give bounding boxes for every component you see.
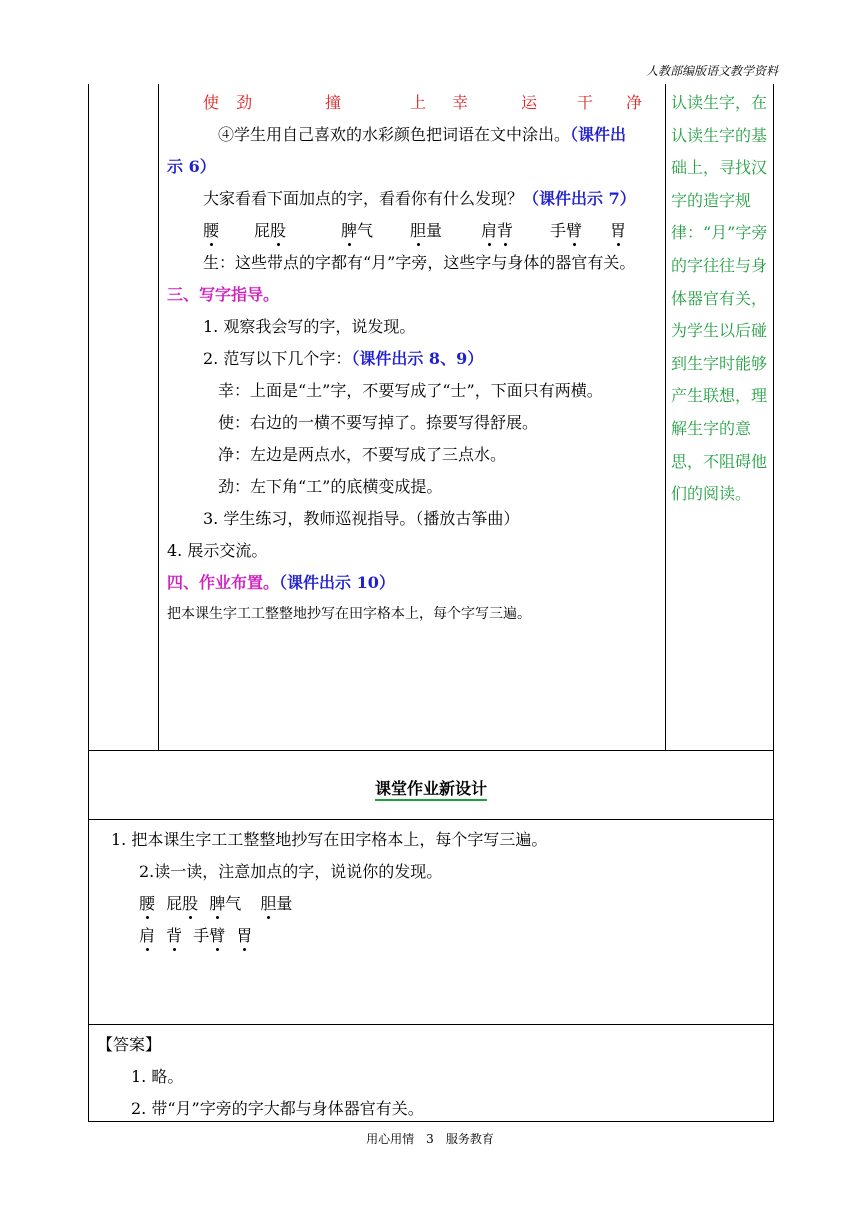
dotted-word: 胃: [610, 221, 627, 240]
list-item: 劲：左下角“工”的底横变成提。: [218, 477, 443, 496]
courseware-ref: 示 6）: [167, 157, 216, 176]
section-title: 课堂作业新设计: [88, 776, 774, 799]
list-item: 4. 展示交流。: [167, 541, 268, 560]
word-row: 腰 屁股 脾气 胆量: [139, 894, 293, 913]
table-border: [773, 84, 774, 1122]
table-border: [665, 84, 666, 751]
vocab-word: 干 净: [577, 93, 657, 112]
dotted-word: 胆量: [410, 221, 443, 240]
word-row: 肩 背 手臂 胃: [139, 926, 253, 945]
answer-item: 1. 略。: [131, 1067, 184, 1086]
section-heading: 四、作业布置。（课件出示 10）: [167, 573, 395, 592]
list-item: 1. 观察我会写的字，说发现。: [203, 317, 416, 336]
dotted-word: 肩背: [481, 221, 514, 240]
table-border: [88, 819, 774, 820]
page-footer: 用心用情 3 服务教育: [366, 1132, 494, 1146]
table-border: [88, 84, 89, 1122]
question: 1. 把本课生字工工整整地抄写在田字格本上，每个字写三遍。: [111, 830, 548, 849]
student-answer: 生：这些带点的字都有“月”字旁，这些字与身体的器官有关。: [203, 253, 636, 272]
answer-item: 2. 带“月”字旁的字大都与身体器官有关。: [131, 1099, 424, 1118]
table-border: [158, 84, 159, 751]
list-item: 使：右边的一横不要写掉了。捺要写得舒展。: [218, 413, 539, 432]
list-item: 2. 范写以下几个字：（课件出示 8、9）: [203, 349, 484, 368]
page-header: 人教部编版语文教学资料: [645, 64, 778, 78]
dotted-word: 腰: [203, 221, 220, 240]
table-border: [88, 1024, 774, 1025]
dotted-word: 脾气: [341, 221, 374, 240]
table-border: [88, 750, 774, 751]
table-border: [88, 1121, 774, 1122]
vocab-word: 幸 运: [452, 93, 562, 112]
list-item: 净：左边是两点水，不要写成了三点水。: [218, 445, 507, 464]
side-note: 认读生字，在认读生字的基础上，寻找汉字的造字规律：“月”字旁的字往往与身体器官有关，为学生以后碰到生字时能够产生联想，理解生字的意思，不阻碍他们的阅读。: [671, 93, 768, 504]
list-item: 3. 学生练习，教师巡视指导。（播放古筝曲）: [203, 509, 520, 528]
answer-label: 【答案】: [97, 1035, 162, 1054]
vocab-word: 撞 上: [325, 93, 459, 112]
question: 2.读一读，注意加点的字，说说你的发现。: [139, 862, 443, 881]
vocab-word: 使 劲: [203, 93, 259, 112]
list-item: 幸：上面是“土”字，不要写成了“士”，下面只有两横。: [218, 381, 603, 400]
dotted-word: 屁股: [254, 221, 287, 240]
section-heading: 三、写字指导。: [167, 285, 280, 304]
dotted-word: 手臂: [550, 221, 583, 240]
homework-text: 把本课生字工工整整地抄写在田字格本上，每个字写三遍。: [167, 606, 531, 622]
observe-text: 大家看看下面加点的字，看看你有什么发现？（课件出示 7）: [203, 189, 636, 208]
step-text: ④学生用自己喜欢的水彩颜色把词语在文中涂出。（课件出: [218, 125, 627, 144]
